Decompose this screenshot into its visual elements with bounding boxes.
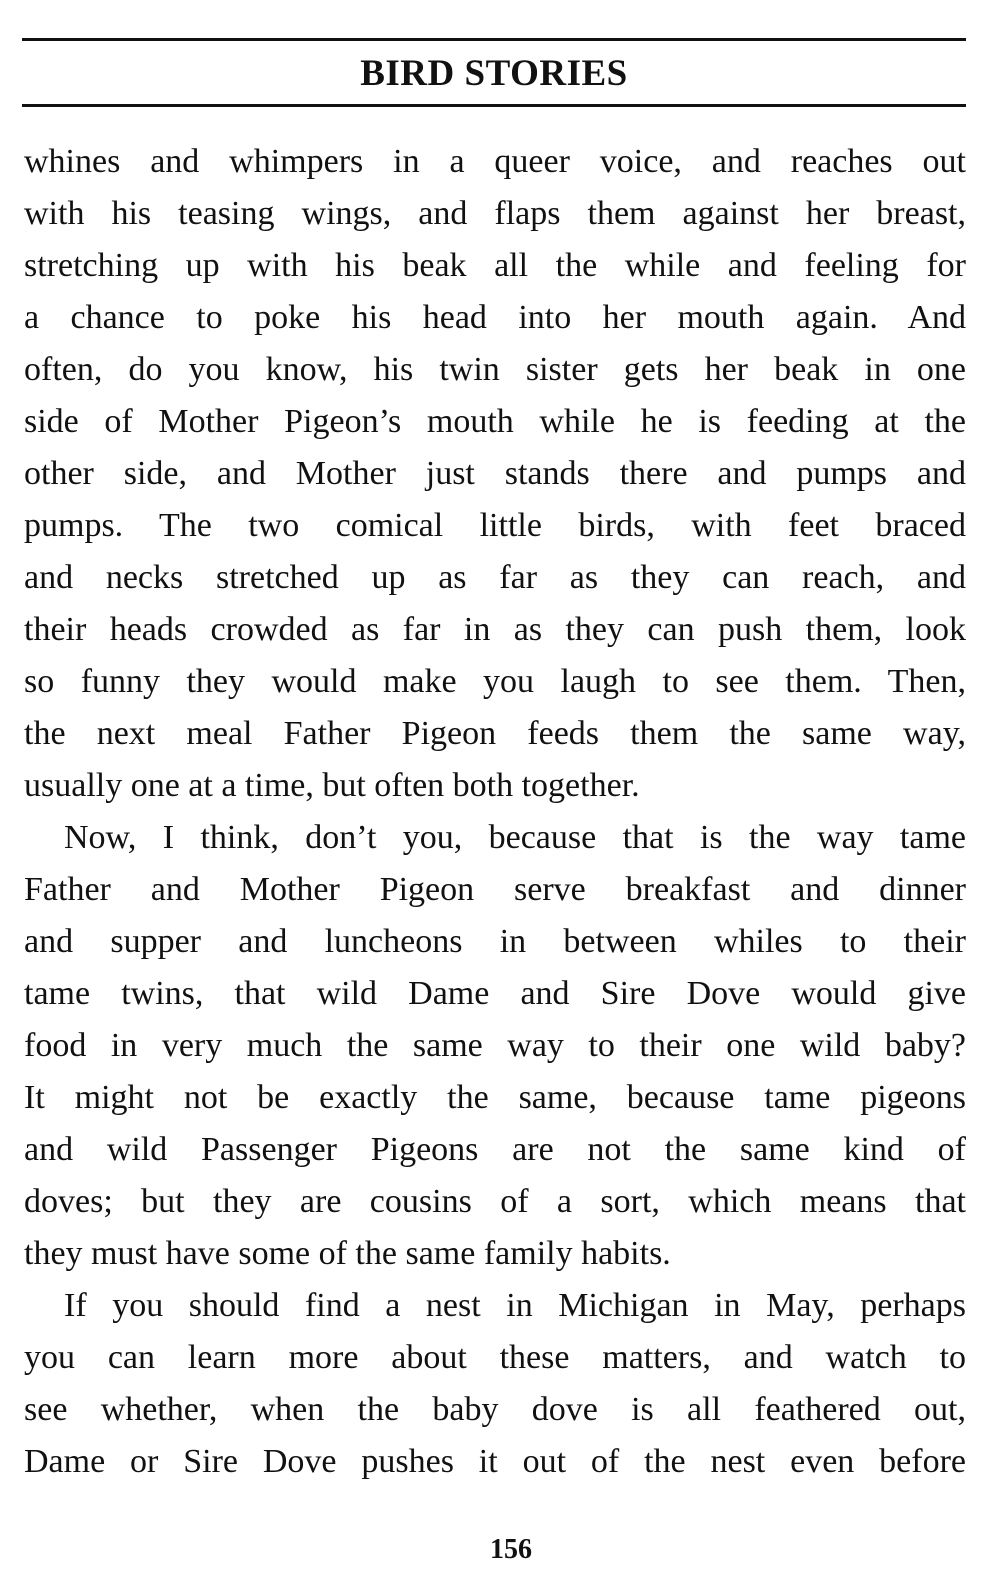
text-line: a chance to poke his head into her mouth again. And (24, 299, 966, 336)
text-line: the next meal Father Pigeon feeds them the same way, (24, 715, 966, 752)
text-line: and supper and luncheons in between whiles to their (24, 923, 966, 960)
text-line: side of Mother Pigeon’s mouth while he is feeding at the (24, 403, 966, 440)
text-line: doves; but they are cousins of a sort, which means that (24, 1183, 966, 1220)
text-line: stretching up with his beak all the while and feeling for (24, 247, 966, 284)
page-number: 156 (490, 1534, 532, 1565)
text-line: their heads crowded as far in as they can push them, look (24, 611, 966, 648)
text-line: with his teasing wings, and flaps them against her breast, (24, 195, 966, 232)
text-line: you can learn more about these matters, and watch to (24, 1339, 966, 1376)
text-line: whines and whimpers in a queer voice, and reaches out (24, 143, 966, 180)
text-line: food in very much the same way to their one wild baby? (24, 1027, 966, 1064)
body-text (24, 136, 966, 1488)
header-rule-bottom (22, 104, 966, 107)
text-line: see whether, when the baby dove is all feathered out, (24, 1391, 966, 1428)
text-line: other side, and Mother just stands there and pumps and (24, 455, 966, 492)
running-head: BIRD STORIES (360, 53, 628, 94)
text-line: often, do you know, his twin sister gets her beak in one (24, 351, 966, 388)
text-line: pumps. The two comical little birds, with feet braced (24, 507, 966, 544)
text-line: and necks stretched up as far as they can reach, and (24, 559, 966, 596)
text-line: Father and Mother Pigeon serve breakfast and dinner (24, 871, 966, 908)
text-line: and wild Passenger Pigeons are not the same kind of (24, 1131, 966, 1168)
text-line: If you should find a nest in Michigan in May, perhaps (64, 1287, 966, 1324)
text-line: Now, I think, don’t you, because that is the way tame (64, 819, 966, 856)
text-line: It might not be exactly the same, because tame pigeons (24, 1079, 966, 1116)
header-rule-top (22, 38, 966, 41)
text-line: so funny they would make you laugh to see them. Then, (24, 663, 966, 700)
text-line: tame twins, that wild Dame and Sire Dove would give (24, 975, 966, 1012)
text-line: they must have some of the same family habits. (24, 1235, 671, 1272)
text-line: Dame or Sire Dove pushes it out of the nest even before (24, 1443, 966, 1480)
text-line: usually one at a time, but often both together. (24, 767, 640, 804)
